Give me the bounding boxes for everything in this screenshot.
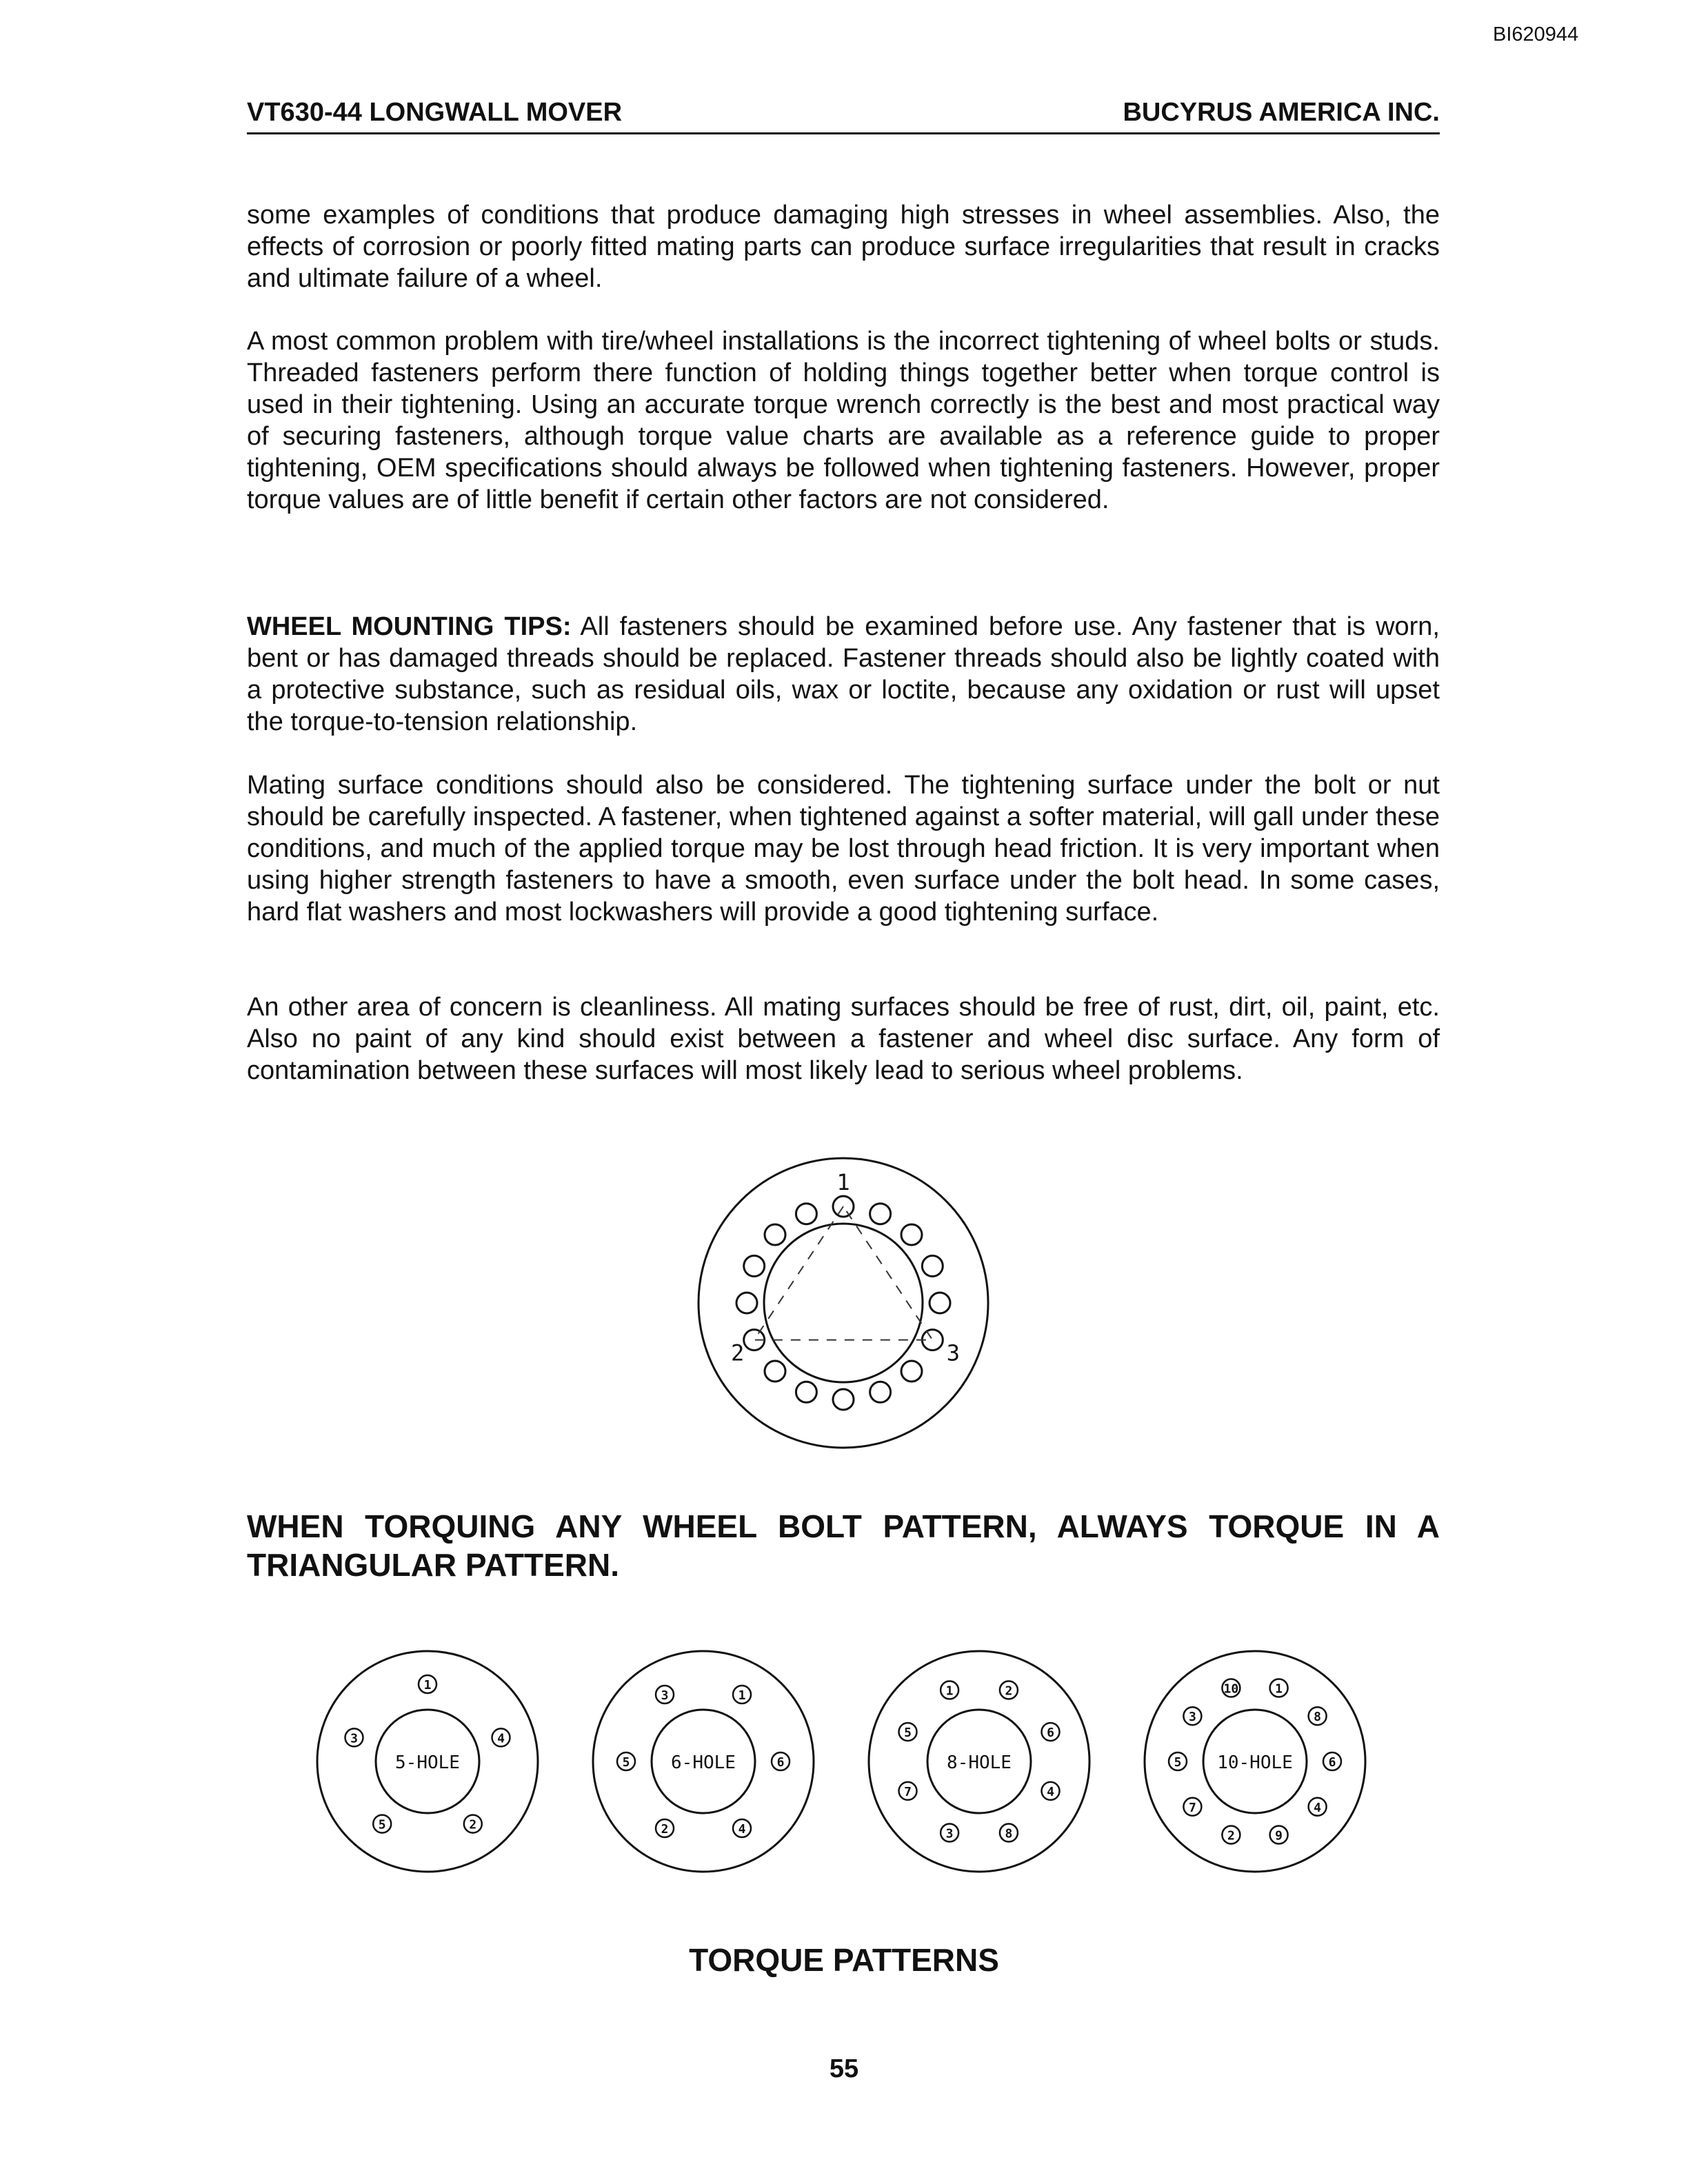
pattern-sequence-number: 9 [1275,1828,1283,1843]
mounting-tips-text: All fasteners should be examined before use. Any fastener that is worn, bent or has damaged threads should be replaced. Fastener threads should also be lightly coated with a protective substance, such as residual oils, wax or loctite, because any oxidation or rust will upset the torque-to-tension relationship. [247,612,1440,736]
torque-patterns-figure [303,1648,1407,1882]
pattern-sequence-number: 1 [738,1688,746,1703]
pattern-sequence-number: 4 [1047,1784,1054,1799]
pattern-sequence-number: 8 [1314,1710,1322,1725]
bolt-hole [796,1204,816,1224]
pattern-6-hole [593,1651,814,1872]
pattern-sequence-number: 6 [1328,1755,1336,1770]
paragraph-mounting-tips [247,611,1440,738]
paragraph-cleanliness: An other area of concern is cleanliness. All mating surfaces should be free of rust, dirt, oil, paint, etc. Also no paint of any kind should exist between a fastener and wheel disc surface. Any form of contamination between these surfaces will most likely lead to serious wheel problems. [247,993,1440,1085]
pattern-sequence-number: 3 [350,1731,358,1746]
bolt-hole [765,1361,785,1382]
pattern-sequence-number: 6 [1047,1726,1054,1741]
pattern-label: 6-HOLE [671,1752,736,1773]
triangular-torque-diagram [695,1155,992,1451]
page-number: 55 [829,2054,859,2083]
pattern-8-hole [869,1651,1089,1872]
pattern-sequence-number: 3 [1188,1710,1196,1725]
torque-warning: WHEN TORQUING ANY WHEEL BOLT PATTERN, ALWAYS TORQUE IN A TRIANGULAR PATTERN. [247,1508,1440,1583]
pattern-sequence-number: 5 [378,1817,386,1832]
pattern-sequence-number: 10 [1223,1681,1239,1697]
bolt-hole [833,1389,854,1410]
bolt-hole [765,1224,785,1245]
pattern-sequence-number: 2 [469,1817,477,1832]
pattern-label: 8-HOLE [947,1752,1012,1773]
bolt-hole [901,1361,922,1382]
paragraph-mating-surface: Mating surface conditions should also be considered. The tightening surface under the bolt or nut should be carefully inspected. A fastener, when tightened against a softer material, will gall under these conditions, and much of the applied torque may be lost through head friction. It is very important when using higher strength fasteners to have a smooth, even surface under the bolt head. In some cases, hard flat washers and most lockwashers will provide a good tightening surface. [247,771,1440,927]
pattern-sequence-number: 1 [945,1684,954,1699]
figure-caption: TORQUE PATTERNS [689,1942,999,1978]
pattern-label: 5-HOLE [395,1752,460,1773]
pattern-10-hole [1145,1651,1365,1872]
pattern-sequence-number: 2 [661,1822,669,1837]
bolt-hole [744,1255,765,1276]
pattern-sequence-number: 5 [1174,1755,1182,1770]
bolt-hole [930,1293,950,1313]
pattern-sequence-number: 3 [945,1826,954,1841]
mounting-tips-label: WHEEL MOUNTING TIPS: [247,612,572,641]
bolt-hole [870,1382,891,1402]
pattern-sequence-number: 1 [423,1678,432,1692]
bolt-label-1: 1 [836,1169,850,1195]
pattern-sequence-number: 5 [622,1755,630,1770]
main-bolt-holes [736,1196,950,1410]
page-header [247,98,1440,134]
bolt-hole [870,1204,891,1224]
pattern-label: 10-HOLE [1217,1752,1293,1773]
pattern-sequence-number: 4 [1314,1800,1322,1815]
pattern-sequence-number: 1 [1275,1681,1283,1697]
pattern-sequence-number: 2 [1227,1828,1235,1843]
pattern-sequence-number: 4 [497,1731,505,1746]
paragraph-tightening: A most common problem with tire/wheel installations is the incorrect tightening of wheel bolts or studs. Threaded fasteners perform there function of holding things together better when torque control is used in their tightening. Using an accurate torque wrench correctly is the best and most practical way of securing fasteners, although torque value charts are available as a reference guide to proper tightening, OEM specifications should always be followed when tightening fasteners. However, proper torque values are of little benefit if certain other factors are not considered. [247,327,1440,514]
bolt-hole [796,1382,816,1402]
pattern-5-hole [317,1651,538,1872]
pattern-sequence-number: 3 [661,1688,669,1703]
bolt-label-3: 3 [946,1339,960,1366]
document-id: BI620944 [1493,23,1579,46]
pattern-sequence-number: 8 [1005,1826,1013,1841]
pattern-sequence-number: 4 [738,1822,746,1837]
bolt-hole [922,1255,943,1276]
wheel-hub-circle [764,1224,923,1382]
pattern-sequence-number: 6 [776,1755,785,1770]
bolt-hole [736,1293,757,1313]
pattern-sequence-number: 7 [1188,1800,1196,1815]
bolt-hole [901,1224,922,1245]
pattern-sequence-number: 5 [904,1726,912,1741]
pattern-sequence-number: 2 [1005,1684,1013,1699]
header-company: BUCYRUS AMERICA INC. [1123,98,1440,127]
header-title: VT630-44 LONGWALL MOVER [247,98,623,127]
bolt-label-2: 2 [731,1339,745,1366]
paragraph-stresses: some examples of conditions that produce damaging high stresses in wheel assemblies. Also, the effects of corrosion or poorly fitted mating parts can produce surface irregularities that result in cracks and ultimate failure of a wheel. [247,201,1440,293]
pattern-sequence-number: 7 [904,1784,912,1799]
